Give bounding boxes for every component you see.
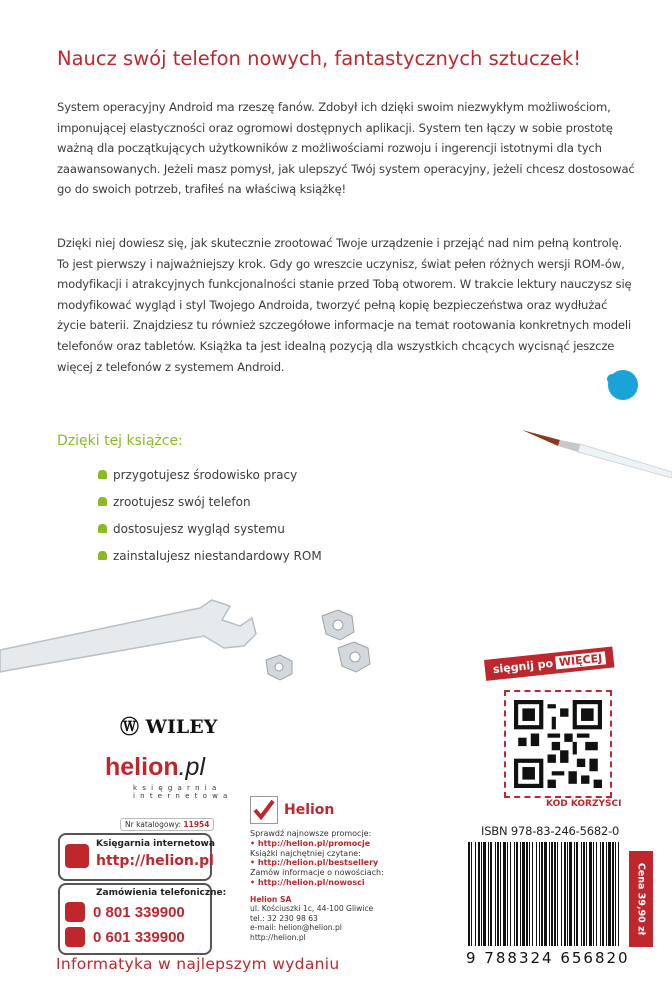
promo-links [250,829,384,888]
qr-badge: sięgnij po WIĘCEJ [484,647,614,681]
promo-link[interactable]: • http://helion.pl/promocje [250,838,371,848]
description-paragraph-1: System operacyjny Android ma rzeszę fanów. Zdobył ich dzięki swoim niezwykłym możliwościom, imponującej elastyczności oraz ogromowi dostępnych aplikacji. System ten łączy w sobie prostotę ważną dla początkujących użytkowników z możliwościami rozwoju i ingerencji istotnymi dla tych zaawansowanych. Jeżeli masz pomysł, jak ulepszyć Twój system operacyjny, jeżeli chcesz dostosować go do swoich potrzeb, trafiłeś na właściwą książkę! [57,100,635,197]
helion-tagline: k s i ę g a r n i a i n t e r n e t o w a [133,784,229,800]
price-tag: Cena 39,90 zł [629,851,653,947]
store-url[interactable]: http://helion.pl [96,853,214,869]
benefit-item: zainstalujesz niestandardowy ROM [98,542,322,569]
qr-block [484,651,624,810]
benefit-item: przygotujesz środowisko pracy [98,461,322,488]
helion-logo: helion.pl [105,753,206,781]
phone-number[interactable]: 0 801 339900 [93,903,185,921]
catalog-number: Nr katalogowy: 11954 [120,818,214,831]
store-label: Księgarnia internetowa [96,839,215,849]
benefits-list [98,461,322,569]
wiley-logo: Ⓦ WILEY [120,716,218,738]
android-icon [98,524,107,533]
barcode-number: 9 788324 656820 [466,949,630,967]
shopping-cart-icon [65,844,89,868]
headline: Naucz swój telefon nowych, fantastycznych sztuczek! [57,47,582,70]
phone-number[interactable]: 0 601 339900 [93,928,185,946]
phone-row [65,902,185,922]
benefit-item: zrootujesz swój telefon [98,488,322,515]
phone-orders-label: Zamówienia telefoniczne: [96,888,227,898]
benefit-item: dostosujesz wygląd systemu [98,515,322,542]
publisher-address: Helion SA ul. Kościuszki 1c, 44-100 Gliwice tel.: 32 230 98 63 e-mail: helion@helion.pl http://helion.pl [250,895,374,942]
paintbrush-illustration [500,360,672,480]
promo-text: Książki najchętniej czytane: [250,848,361,858]
phone-row [65,927,185,947]
benefits-title: Dzięki tej książce: [57,433,183,449]
phone-orders-box [58,883,227,955]
description-paragraph-2: Dzięki niej dowiesz się, jak skutecznie zrootować Twoje urządzenie i przejąć nad nim pełną kontrolę. To jest pierwszy i najważniejszy krok. Gdy go wreszcie uczynisz, świat pełen różnych wersji ROM-ów, modyfikacji i atrakcyjnych funkcjonalności stanie przed Tobą otworem. W trakcie lektury nauczysz się modyfikować wygląd i styl Twojego Androida, tworzyć pełną kopię bezpieczeństwa oraz wydłużać życie baterii. Znajdziesz tu również szczegółowe informacje na temat rootowania konkretnych modeli telefonów oraz tabletów. Książka ta jest idealną pozycją dla wszystkich chcących wycisnąć jeszcze więcej z telefonów z systemem Android. [57,236,632,374]
promo-link[interactable]: • http://helion.pl/bestsellery [250,858,379,868]
slogan: Informatyka w najlepszym wydaniu [56,955,340,973]
promo-link[interactable]: • http://helion.pl/nowosci [250,877,365,887]
wrench-illustration [0,590,400,690]
promo-text: Sprawdź najnowsze promocje: [250,829,372,838]
mobile-phone-icon [65,927,85,947]
wiley-mark-icon: Ⓦ [120,716,140,738]
helion-mini-logo: Helion [250,796,334,824]
android-icon [98,470,107,479]
android-icon [98,551,107,560]
qr-frame [504,690,612,798]
qr-caption: KOD KORZYŚCI [546,799,622,809]
barcode [466,842,624,948]
android-icon [98,497,107,506]
checkmark-icon [250,796,278,824]
online-store-box[interactable] [58,833,215,881]
qr-code[interactable] [514,700,602,788]
phone-icon [65,902,85,922]
promo-text: Zamów informacje o nowościach: [250,868,384,878]
isbn: ISBN 978-83-246-5682-0 [481,824,620,838]
